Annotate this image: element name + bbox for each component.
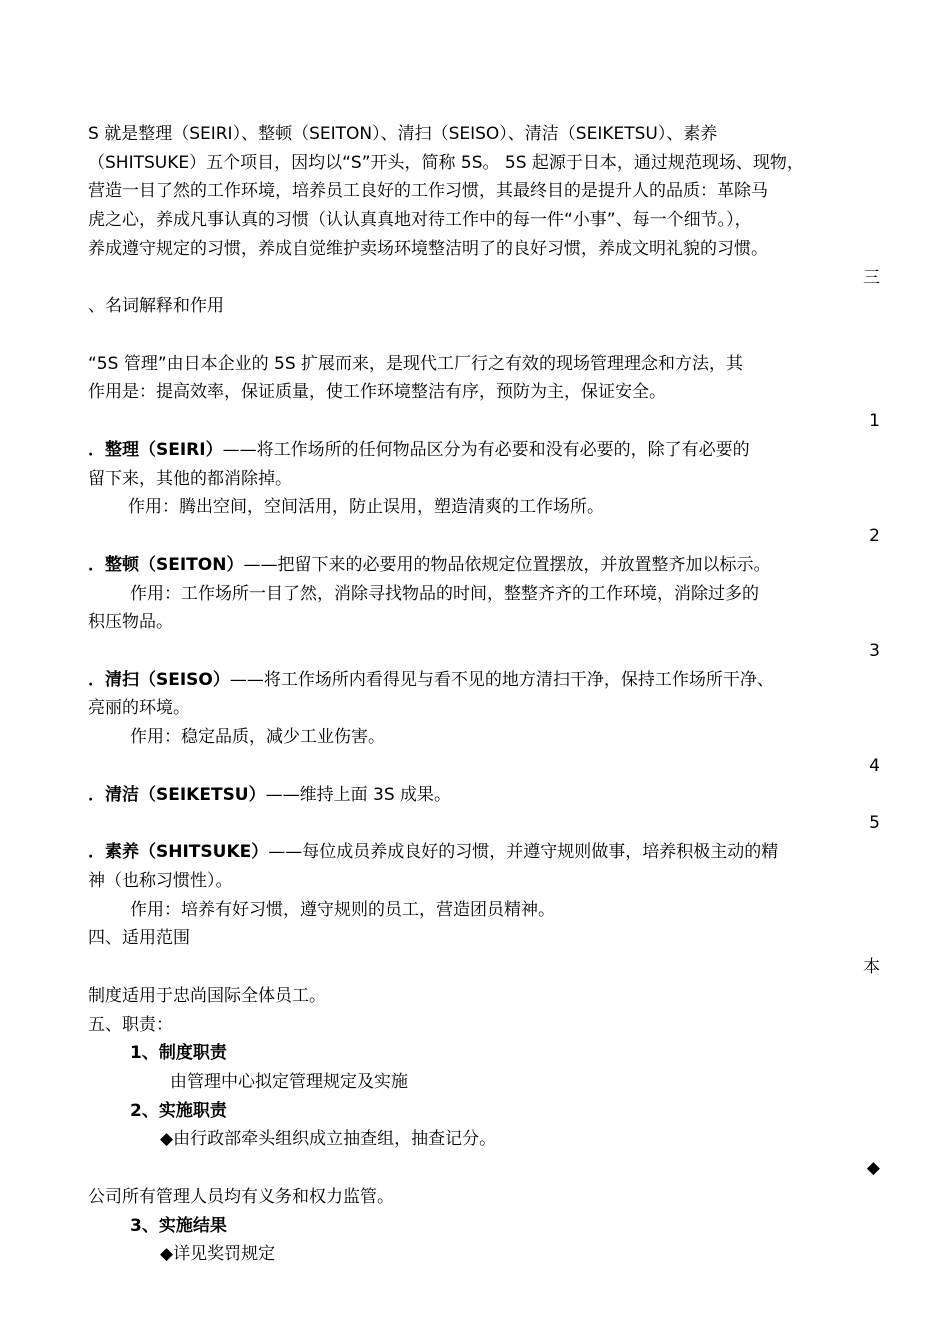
item-3-text: ——将工作场所内看得见与看不见的地方清扫干净，保持工作场所干净、: [229, 670, 774, 690]
item-1-effect: 作用：腾出空间，空间活用，防止误用，塑造清爽的工作场所。: [128, 497, 604, 517]
item-5-effect: 作用：培养有好习惯，遵守规则的员工，营造团员精神。: [130, 900, 555, 920]
intro-line-1: S 就是整理（SEIRI）、整顿（SEITON）、清扫（SEISO）、清洁（SEIKETSU）、素养: [88, 124, 718, 144]
item-2-heading: ．整顿（SEITON）: [88, 555, 244, 575]
item-3-effect: 作用：稳定品质，减少工业伤害。: [130, 727, 385, 747]
intro-line-5: 养成遵守规定的习惯，养成自觉维护卖场环境整洁明了的良好习惯，养成文明礼貌的习惯。: [88, 239, 768, 259]
item-4-heading: ．清洁（SEIKETSU）: [88, 785, 266, 805]
section-5-sub-1-text: 由管理中心拟定管理规定及实施: [170, 1072, 408, 1092]
item-4-line-1: [88, 781, 888, 810]
item-4-text: ——维持上面 3S 成果。: [265, 785, 452, 805]
section-5-sub-3-title: 3、实施结果: [130, 1216, 227, 1236]
item-2-effect-line-1: 作用：工作场所一目了然，消除寻找物品的时间，整整齐齐的工作环境，消除过多的: [130, 584, 759, 604]
section-4-title: 四、适用范围: [88, 928, 190, 948]
item-3-heading: ．清扫（SEISO）: [88, 670, 230, 690]
item-2-number: 2: [869, 526, 880, 546]
section-5-sub-2-title: 2、实施职责: [130, 1101, 227, 1121]
item-1-text: ——将工作场所的任何物品区分为有必要和没有必要的，除了有必要的: [222, 440, 750, 460]
item-1-line-1: [88, 436, 888, 465]
intro-line-2: （SHITSUKE）五个项目，因均以“S”开头，简称 5S。 5S 起源于日本，通过规范现场、现物，: [88, 153, 804, 173]
item-3-number: 3: [869, 641, 880, 661]
item-5-line-2: 神（也称习惯性）。: [88, 871, 233, 891]
section-5-sub-3-bullet-1: ◆详见奖罚规定: [160, 1244, 276, 1264]
section-4-lead-char: 本: [863, 957, 880, 977]
item-1-number: 1: [869, 411, 880, 431]
intro-line-3: 营造一目了然的工作环境，培养员工良好的工作习惯，其最终目的是提升人的品质：革除马: [88, 181, 768, 201]
item-5-text: ——每位成员养成良好的习惯，并遵守规则做事，培养积极主动的精: [268, 842, 779, 862]
section-3-title: 、名词解释和作用: [88, 296, 224, 316]
item-5-number: 5: [869, 813, 880, 833]
section-5-sub-2-bullet-1: ◆由行政部牵头组织成立抽查组，抽查记分。: [160, 1129, 497, 1149]
item-4-number: 4: [869, 756, 880, 776]
item-2-text: ——把留下来的必要用的物品依规定位置摆放，并放置整齐加以标示。: [243, 555, 771, 575]
section-5-sub-2-bullet-2-text: 公司所有管理人员均有义务和权力监管。: [88, 1187, 394, 1207]
item-3-line-2: 亮丽的环境。: [88, 698, 190, 718]
section-4-text: 制度适用于忠尚国际全体员工。: [88, 986, 326, 1006]
item-2-effect-line-2: 积压物品。: [88, 612, 173, 632]
section-3-para-line-1: “5S 管理”由日本企业的 5S 扩展而来，是现代工厂行之有效的现场管理理念和方法，其: [88, 354, 744, 374]
intro-line-4: 虎之心，养成凡事认真的习惯（认认真真地对待工作中的每一件“小事”、每一个细节。），: [88, 210, 752, 230]
item-3-line-1: [88, 666, 888, 695]
item-1-line-2: 留下来，其他的都消除掉。: [88, 469, 292, 489]
item-5-line-1: [88, 838, 888, 867]
item-1-heading: ．整理（SEIRI）: [88, 440, 223, 460]
section-5-title: 五、职责：: [88, 1015, 173, 1035]
section-5-sub-1-title: 1、制度职责: [130, 1043, 227, 1063]
section-3-para-line-2: 作用是：提高效率，保证质量，使工作环境整洁有序，预防为主，保证安全。: [88, 382, 666, 402]
section-5-sub-2-bullet-2-mark: ◆: [866, 1158, 880, 1178]
section-3-number: 三: [863, 268, 880, 288]
item-2-line-1: [88, 551, 888, 580]
item-5-heading: ．素养（SHITSUKE）: [88, 842, 269, 862]
